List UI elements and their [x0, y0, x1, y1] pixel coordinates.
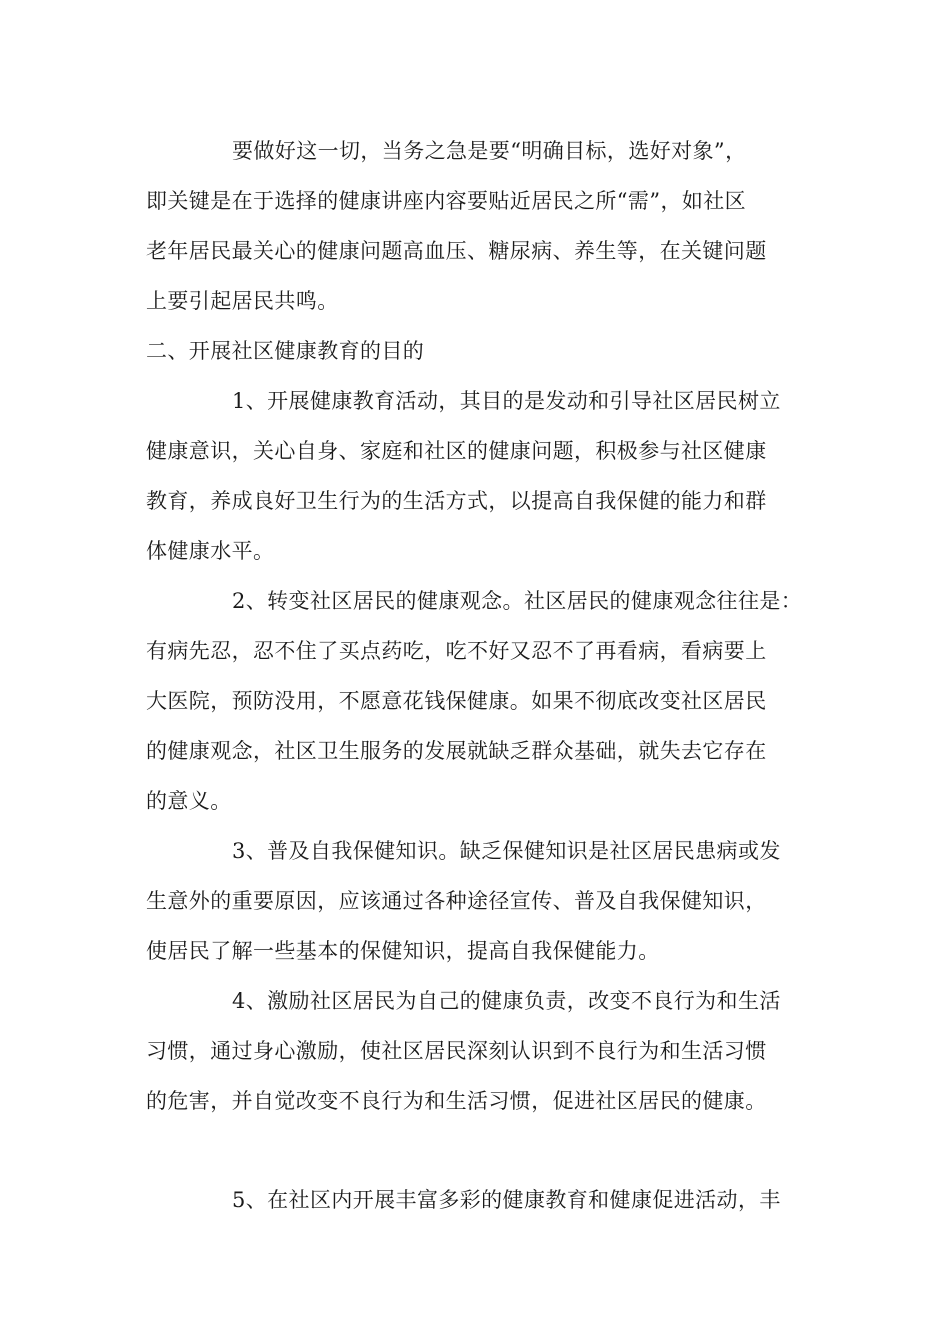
paragraph-line: 体健康水平。	[146, 539, 275, 563]
section-heading: 二、开展社区健康教育的目的	[146, 339, 425, 363]
paragraph-line: 上要引起居民共鸣。	[146, 289, 339, 313]
paragraph-line: 4、激励社区居民为自己的健康负责，改变不良行为和生活	[232, 989, 781, 1013]
paragraph-line: 1、开展健康教育活动，其目的是发动和引导社区居民树立	[232, 389, 781, 413]
paragraph-line: 使居民了解一些基本的保健知识，提高自我保健能力。	[146, 939, 660, 963]
paragraph-line: 教育，养成良好卫生行为的生活方式，以提高自我保健的能力和群	[146, 489, 767, 513]
paragraph-line: 的危害，并自觉改变不良行为和生活习惯，促进社区居民的健康。	[146, 1089, 767, 1113]
paragraph-line: 的意义。	[146, 789, 232, 813]
paragraph-line: 即关键是在于选择的健康讲座内容要贴近居民之所“需”，如社区	[146, 189, 747, 213]
paragraph-line: 大医院，预防没用，不愿意花钱保健康。如果不彻底改变社区居民	[146, 689, 767, 713]
paragraph-line: 2、转变社区居民的健康观念。社区居民的健康观念往往是：	[232, 589, 803, 613]
paragraph-line: 有病先忍，忍不住了买点药吃，吃不好又忍不了再看病，看病要上	[146, 639, 767, 663]
paragraph-line: 5、在社区内开展丰富多彩的健康教育和健康促进活动，丰	[232, 1188, 781, 1212]
paragraph-line: 3、普及自我保健知识。缺乏保健知识是社区居民患病或发	[232, 839, 781, 863]
paragraph-line: 健康意识，关心自身、家庭和社区的健康问题，积极参与社区健康	[146, 439, 767, 463]
paragraph-line: 习惯，通过身心激励，使社区居民深刻认识到不良行为和生活习惯	[146, 1039, 767, 1063]
paragraph-line: 老年居民最关心的健康问题高血压、糖尿病、养生等，在关键问题	[146, 239, 767, 263]
paragraph-line: 生意外的重要原因，应该通过各种途径宣传、普及自我保健知识，	[146, 889, 767, 913]
paragraph-line: 的健康观念，社区卫生服务的发展就缺乏群众基础，就失去它存在	[146, 739, 767, 763]
paragraph-line: 要做好这一切，当务之急是要“明确目标，选好对象”，	[232, 139, 747, 163]
